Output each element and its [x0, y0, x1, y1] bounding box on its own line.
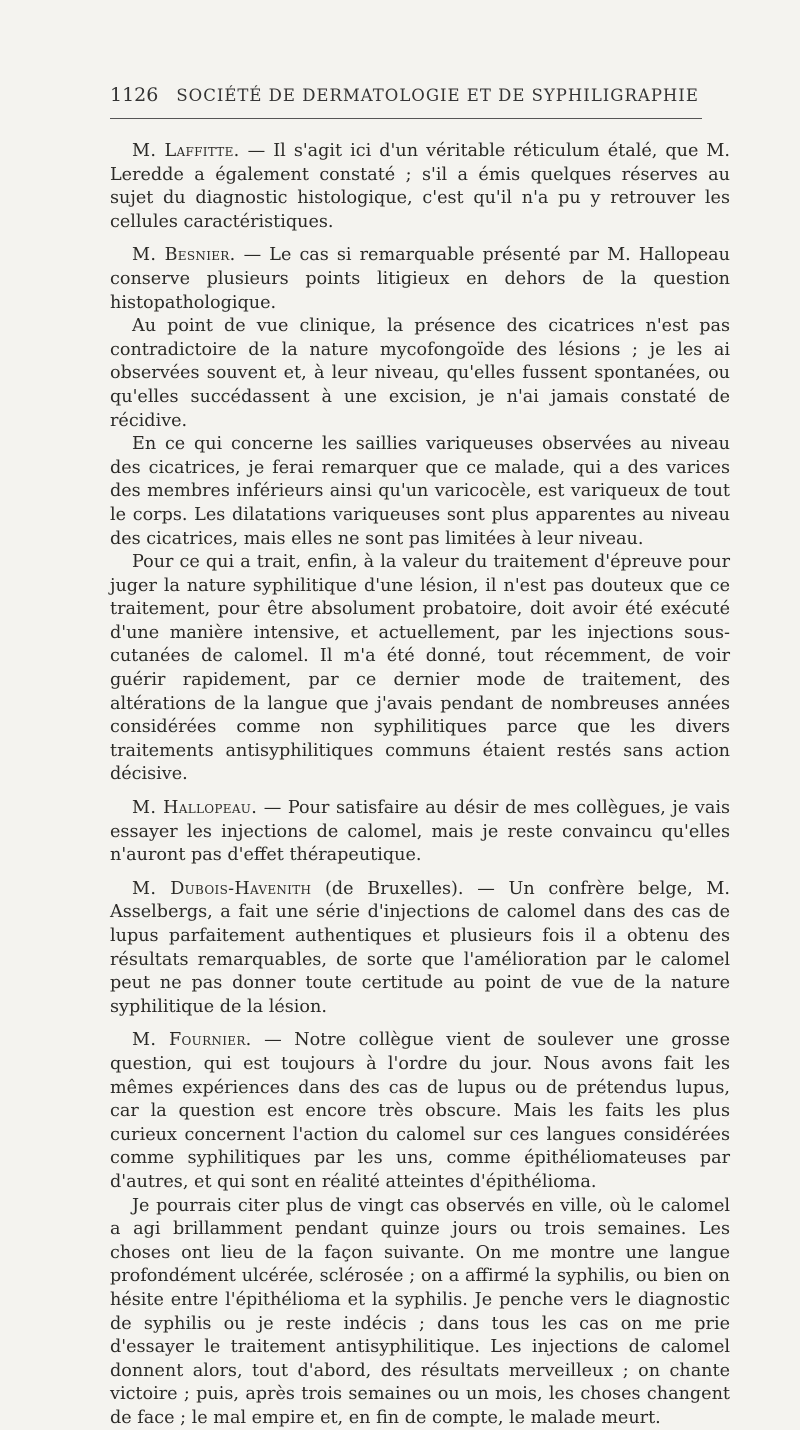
- body-text: [110, 140, 730, 1430]
- speaker-name: M. Fournier.: [132, 1030, 252, 1051]
- running-header: [110, 84, 702, 106]
- paragraph-text: Je pourrais citer plus de vingt cas observés en ville, où le calomel a agi brillamment pendant quinze jours ou trois semaines. Les choses ont lieu de la façon suivante. On me montre une langue profondément ulcérée, sclérosée ; on a affirmé la syphilis, ou bien on hésite entre l'épithélioma et la syphilis. Je penche vers le diagnostic de syphilis ou je reste indécis ; dans tous les cas on me prie d'essayer le traitement antisyphilitique. Les injections de calomel donnent alors, tout d'abord, des résultats merveilleux ; on chante victoire ; puis, après trois semaines ou un mois, les choses changent de face ; le mal empire et, en fin de compte, le malade meurt.: [110, 1195, 730, 1428]
- paragraph: [110, 1195, 730, 1430]
- paragraph-text: Au point de vue clinique, la présence des cicatrices n'est pas contradictoire de la nature mycofongoïde des lésions ; je les ai observées souvent et, à leur niveau, qu'elles fussent spontanées, ou qu'elles succédassent à une excision, je n'ai jamais constaté de récidive.: [110, 316, 730, 431]
- paragraph: [110, 551, 730, 787]
- running-title: SOCIÉTÉ DE DERMATOLOGIE ET DE SYPHILIGRAPHIE: [176, 86, 699, 105]
- paragraph-text: — Il s'agit ici d'un véritable réticulum étalé, que M. Leredde a également constaté ; s'il a émis quelques réserves au sujet du diagnostic histologique, c'est qu'il n'a pu y retrouver les cellules caractéristiques.: [110, 141, 730, 232]
- paragraph-text: En ce qui concerne les saillies variqueuses observées au niveau des cicatrices, je ferai remarquer que ce malade, qui a des varices des membres inférieurs ainsi qu'un varicocèle, est variqueux de tout le corps. Les dilatations variqueuses sont plus apparentes au niveau des cicatrices, mais elles ne sont pas limitées à leur niveau.: [110, 434, 730, 549]
- paragraph: [110, 140, 730, 234]
- paragraph: [110, 315, 730, 433]
- speaker-name: M. Besnier.: [132, 245, 236, 266]
- page-number: 1126: [110, 84, 159, 106]
- speaker-name: M. Dubois-Havenith: [132, 878, 312, 899]
- paragraph-text: (de Bruxelles). — Un confrère belge, M. Asselbergs, a fait une série d'injections de calomel dans des cas de lupus parfaitement authentiques et plusieurs fois il a obtenu des résultats remarquables, de sorte que l'amélioration par le calomel peut ne pas donner toute certitude au point de vue de la nature syphilitique de la lésion.: [110, 878, 730, 1017]
- speaker-name: M. Hallopeau.: [132, 798, 258, 819]
- paragraph-text: — Le cas si remarquable présenté par M. Hallopeau conserve plusieurs points litigieux en dehors de la question histopathologique.: [110, 245, 730, 313]
- header-rule: [110, 118, 702, 119]
- paragraph: [110, 797, 730, 868]
- paragraph-text: Pour ce qui a trait, enfin, à la valeur du traitement d'épreuve pour juger la nature syphilitique d'une lésion, il n'est pas douteux que ce traitement, pour être absolument probatoire, doit avoir été exécuté d'une manière intensive, et actuellement, par les injections sous-cutanées de calomel. Il m'a été donné, tout récemment, de voir guérir rapidement, par ce dernier mode de traitement, des altérations de la langue que j'avais pendant de nombreuses années considérées comme non syphilitiques parce que les divers traitements antisyphilitiques communs étaient restés sans action décisive.: [110, 552, 730, 785]
- paragraph: [110, 1029, 730, 1194]
- paragraph-text: — Notre collègue vient de soulever une grosse question, qui est toujours à l'ordre du jour. Nous avons fait les mêmes expériences dans des cas de lupus ou de prétendus lupus, car la question est encore très obscure. Mais les faits les plus curieux concernent l'action du calomel sur ces langues considérées comme syphilitiques par les uns, comme épithéliomateuses par d'autres, et qui sont en réalité atteintes d'épithélioma.: [110, 1030, 730, 1192]
- speaker-name: M. Laffitte.: [132, 141, 240, 161]
- paragraph: [110, 433, 730, 551]
- paragraph-text: — Pour satisfaire au désir de mes collègues, je vais essayer les injections de calomel, mais je reste convaincu qu'elles n'auront pas d'effet thérapeutique.: [110, 798, 730, 866]
- paragraph: [110, 878, 730, 1020]
- paragraph: [110, 244, 730, 315]
